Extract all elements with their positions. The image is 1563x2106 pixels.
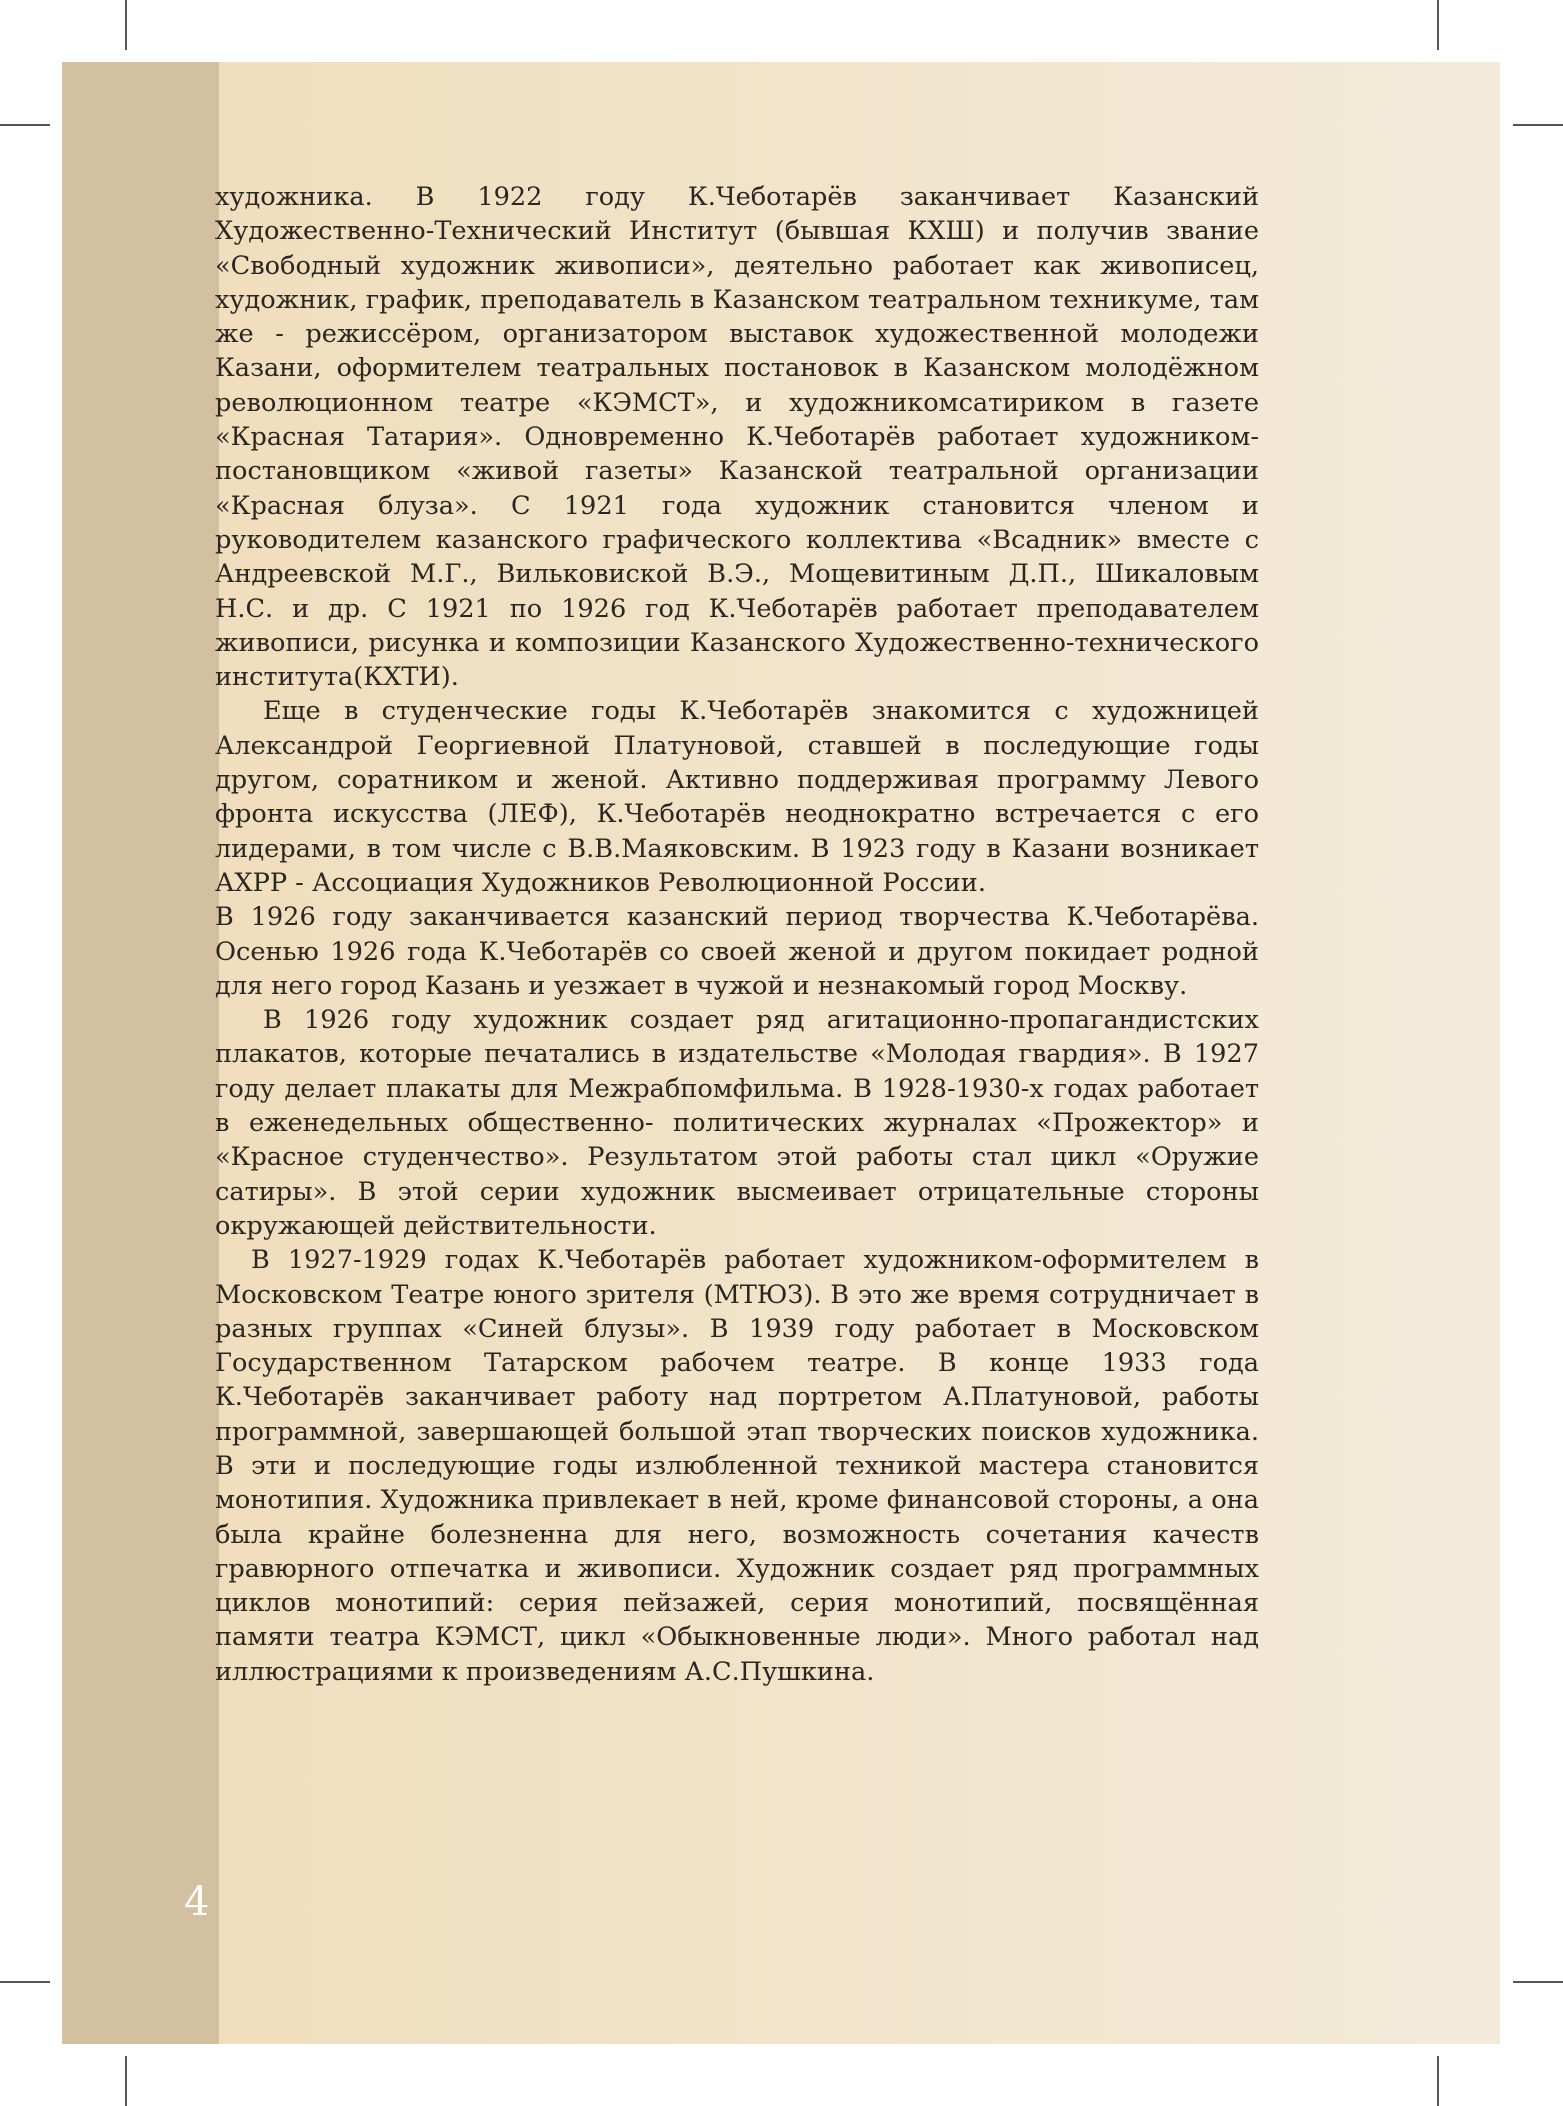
paragraph: В 1926 году художник создает ряд агитационно-пропагандистских плакатов, которые печатались в издательстве «Молодая гвардия». В 1927 году делает плакаты для Межрабпомфильма. В 1928-1930-х годах работает в еженедельных общественно- политических журналах «Прожектор» и «Красное студенчество». Результатом этой работы стал цикл «Оружие сатиры». В этой серии художник высмеивает отрицательные стороны окружающей действительности. [215,1005,1259,1241]
crop-mark [1437,2056,1439,2106]
paragraph: В 1926 году заканчивается казанский период творчества К.Чеботарёва. Осенью 1926 года К.Чеботарёв со своей женой и другом покидает родной для него город Казань и уезжает в чужой и незнакомый город Москву. [215,902,1259,1001]
page-spine-band [62,62,219,2044]
paragraph: художника. В 1922 году К.Чеботарёв заканчивает Казанский Художественно-Технический Институт (бывшая КХШ) и получив звание «Свободный художник живописи», деятельно работает как живописец, художник, график, преподаватель в Казанском театральном техникуме, там же - режиссёром, организатором выставок художественной молодежи Казани, оформителем театральных постановок в Казанском молодёжном революционном театре «КЭМСТ», и художникомсатириком в газете «Красная Татария». Одновременно К.Чеботарёв работает художником-постановщиком «живой газеты» Казанской театральной организации «Красная блуза». С 1921 года художник становится членом и руководителем казанского графического коллектива «Всадник» вместе с Андреевской М.Г., Вильковиской В.Э., Мощевитиным Д.П., Шикаловым Н.С. и др. С 1921 по 1926 год К.Чеботарёв работает преподавателем живописи, рисунка и композиции Казанского Художественно-технического института(КХТИ). [215,182,1259,693]
crop-mark [0,124,50,126]
crop-mark [1513,1981,1563,1983]
page-number: 4 [184,1879,210,1925]
crop-mark [1437,0,1439,50]
crop-mark [125,2056,127,2106]
crop-mark [125,0,127,50]
crop-mark [1513,124,1563,126]
body-text [215,180,1259,1689]
crop-mark [0,1981,50,1983]
paragraph: Еще в студенческие годы К.Чеботарёв знакомится с художницей Александрой Георгиевной Платуновой, ставшей в последующие годы другом, соратником и женой. Активно поддерживая программу Левого фронта искусства (ЛЕФ), К.Чеботарёв неоднократно встречается с его лидерами, в том числе с В.В.Маяковским. В 1923 году в Казани возникает АХРР - Ассоциация Художников Революционной России. [215,696,1259,898]
paragraph: В 1927-1929 годах К.Чеботарёв работает художником-оформителем в Московском Театре юного зрителя (МТЮЗ). В это же время сотрудничает в разных группах «Синей блузы». В 1939 году работает в Московском Государственном Татарском рабочем театре. В конце 1933 года К.Чеботарёв заканчивает работу над портретом А.Платуновой, работы программной, завершающей большой этап творческих поисков художника. В эти и последующие годы излюбленной техникой мастера становится монотипия. Художника привлекает в ней, кроме финансовой стороны, а она была крайне болезненна для него, возможность сочетания качеств гравюрного отпечатка и живописи. Художник создает ряд программных циклов монотипий: серия пейзажей, серия монотипий, посвящённая памяти театра КЭМСТ, цикл «Обыкновенные люди». Много работал над иллюстрациями к произведениям А.С.Пушкина. [215,1245,1259,1687]
